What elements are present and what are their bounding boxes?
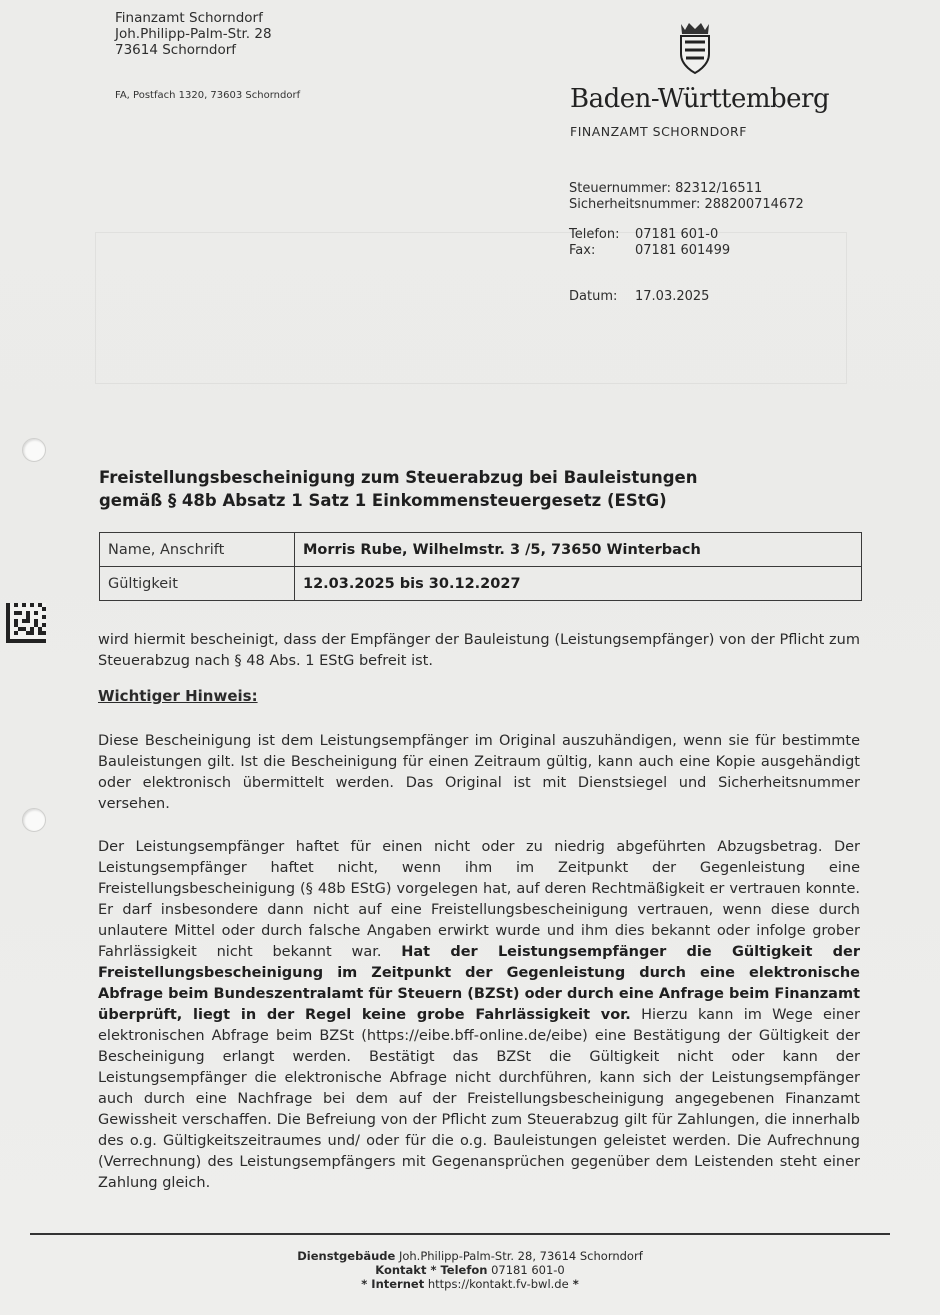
footer-divider (30, 1233, 890, 1235)
title-line-2: gemäß § 48b Absatz 1 Satz 1 Einkommensteuergesetz (EStG) (99, 491, 667, 510)
document-title (99, 466, 697, 512)
intro-paragraph: wird hiermit bescheinigt, dass der Empfänger der Bauleistung (Leistungsempfänger) von der Pflicht zum Steuerabzug nach § 48 Abs. 1 EStG befreit ist. (98, 632, 860, 669)
footer-building (0, 1249, 940, 1263)
state-brand: Baden-Württemberg (570, 84, 830, 114)
footer-building-address: Joh.Philipp-Palm-Str. 28, 73614 Schorndorf (398, 1249, 643, 1263)
date-row (569, 289, 709, 305)
punch-hole-top (22, 438, 46, 462)
footer-building-label: Dienstgebäude (297, 1249, 396, 1263)
table-value: Morris Rube, Wilhelmstr. 3 /5, 73650 Winterbach (295, 533, 862, 567)
footer-internet-link[interactable]: https://kontakt.fv-bwl.de (427, 1277, 569, 1291)
tax-number: Steuernummer: 82312/16511 (569, 181, 763, 196)
liability-text: Der Leistungsempfänger haftet für einen nicht oder zu niedrig abgeführten Abzugsbetrag. Der Leistungsempfänger haftet nicht, wenn ihm im Zeitpunkt der Gegenleistung eine Freistellungsbescheinigung (§ 48b EStG) vorgelegen hat, auf deren Rechtmäßigkeit er vertrauen konnte. Er darf insbesondere dann nicht auf eine Freistellungsbescheinigung vertrauen, wenn diese durch unlautere Mittel oder durch falsche Angaben erwirkt wurde und ihm dies bekannt oder infolge grober Fahrlässigkeit nicht bekannt war. (98, 839, 860, 960)
table-value: 12.03.2025 bis 30.12.2027 (295, 567, 862, 601)
footer-contact (0, 1263, 940, 1277)
footer-end-mark: * (568, 1277, 579, 1291)
phone-row (569, 227, 718, 243)
return-address-line: FA, Postfach 1320, 73603 Schorndorf (115, 90, 301, 101)
table-label: Gültigkeit (100, 567, 295, 601)
fax-row (569, 243, 730, 259)
footer-internet (0, 1277, 940, 1291)
table-label: Name, Anschrift (100, 533, 295, 567)
show-through-box (95, 232, 847, 384)
notice-paragraph-2 (98, 837, 860, 1194)
sender-address (115, 10, 272, 58)
table-row (100, 567, 862, 601)
verification-details: Hierzu kann im Wege einer elektronischen Abfrage beim BZSt (https://eibe.bff-online.de/eibe) eine Bestätigung der Gültigkeit der Bescheinigung erlangt werden. Bestätigt das BZSt die Gültigkeit nicht oder kann der Leistungsempfänger die elektronische Abfrage nicht durchführen, kann sich der Leistungsempfänger auch durch eine Nachfrage bei dem auf der Freistellungsbescheinigung angegebenen Finanzamt Gewissheit verschaffen. Die Befreiung von der Pflicht zum Steuerabzug gilt für Zahlungen, die innerhalb des o.g. Gültigkeitszeitraumes und/ oder für die o.g. Bauleistungen geleistet werden. Die Aufrechnung (Verrechnung) des Leistungsempfängers mit Gegenansprüchen gegenüber dem Leistenden steht einer Zahlung gleich. (98, 1007, 861, 1191)
verification-emphasis: Hat der Leistungsempfänger die Gültigkeit der Freistellungsbescheinigung im Zeitpunkt der Gegenleistung durch eine elektronische Abfrage beim Bundeszentralamt für Steuern (BZSt) oder durch eine Anfrage beim Finanzamt überprüft, liegt in der Regel keine grobe Fahrlässigkeit vor. (98, 944, 861, 1023)
sender-line-1: Finanzamt Schorndorf (115, 10, 263, 26)
fax-value: 07181 601499 (635, 243, 731, 258)
footer-phone-label: Telefon (440, 1263, 488, 1277)
certificate-table (99, 532, 862, 601)
fax-label: Fax: (569, 243, 596, 258)
datamatrix-code-icon (6, 603, 46, 643)
notice-paragraph-1: Diese Bescheinigung ist dem Leistungsempfänger im Original auszuhändigen, wenn sie für bestimmte Bauleistungen gilt. Ist die Bescheinigung für einen Zeitraum gültig, kann auch eine Kopie ausgehändigt oder elektronisch übermittelt werden. Das Original ist mit Dienstsiegel und Sicherheitsnummer versehen. (98, 733, 860, 812)
date-value: 17.03.2025 (635, 289, 710, 304)
footer-internet-label: * Internet (361, 1277, 425, 1291)
table-row (100, 533, 862, 567)
sender-line-3: 73614 Schorndorf (115, 42, 237, 58)
important-notice-heading: Wichtiger Hinweis: (98, 687, 258, 705)
coat-of-arms-icon (675, 20, 715, 76)
footer-contact-label: Kontakt (375, 1263, 427, 1277)
footer-separator: * (426, 1263, 441, 1277)
punch-hole-bottom (22, 808, 46, 832)
phone-label: Telefon: (569, 227, 620, 242)
office-name: FINANZAMT SCHORNDORF (570, 124, 747, 139)
title-line-1: Freistellungsbescheinigung zum Steuerabzug bei Bauleistungen (99, 468, 698, 487)
footer-phone-value: 07181 601-0 (491, 1263, 565, 1277)
security-number: Sicherheitsnummer: 288200714672 (569, 197, 804, 212)
phone-value: 07181 601-0 (635, 227, 719, 242)
date-label: Datum: (569, 289, 618, 304)
sender-line-2: Joh.Philipp-Palm-Str. 28 (115, 26, 272, 42)
